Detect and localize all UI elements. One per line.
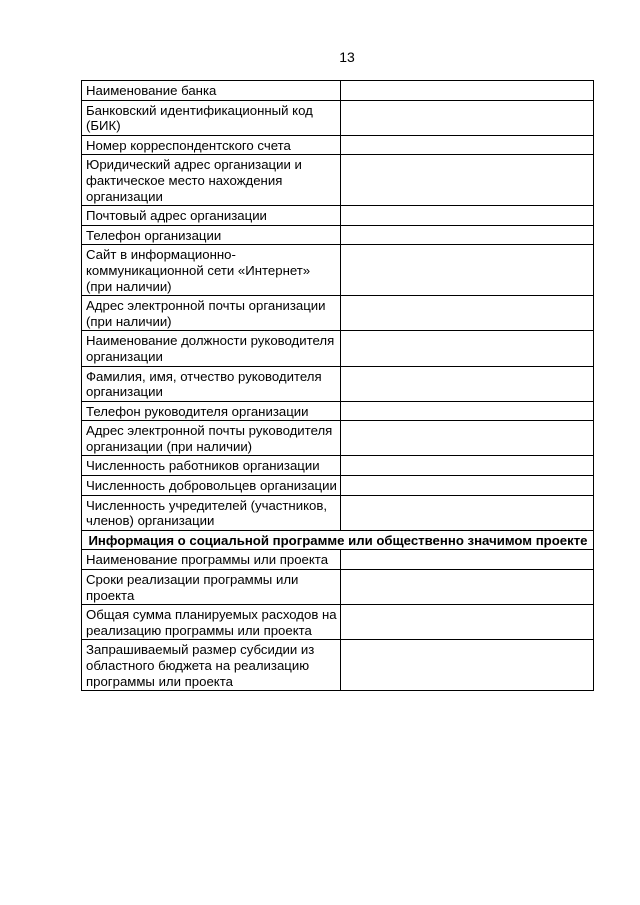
field-value-cell (341, 245, 594, 296)
table-row (82, 135, 594, 155)
field-label: Фамилия, имя, отчество руководителя организации (82, 366, 341, 401)
table-row (82, 100, 594, 135)
field-value-cell (341, 225, 594, 245)
field-value-cell (341, 476, 594, 496)
field-value-cell (341, 296, 594, 331)
table-row (82, 421, 594, 456)
table-row (82, 456, 594, 476)
field-value-cell (341, 421, 594, 456)
field-label: Номер корреспондентского счета (82, 135, 341, 155)
field-label: Наименование банка (82, 81, 341, 101)
section-header-row (82, 530, 594, 550)
field-value-cell (341, 206, 594, 226)
field-label: Численность добровольцев организации (82, 476, 341, 496)
field-label: Адрес электронной почты организации (при наличии) (82, 296, 341, 331)
table-row (82, 366, 594, 401)
table-row (82, 550, 594, 570)
field-value-cell (341, 605, 594, 640)
table-row (82, 225, 594, 245)
field-value-cell (341, 331, 594, 366)
table-row (82, 605, 594, 640)
page-number: 13 (339, 49, 355, 65)
field-value-cell (341, 135, 594, 155)
field-value-cell (341, 570, 594, 605)
field-value-cell (341, 456, 594, 476)
field-value-cell (341, 495, 594, 530)
field-label: Сроки реализации программы или проекта (82, 570, 341, 605)
field-value-cell (341, 401, 594, 421)
field-label: Наименование программы или проекта (82, 550, 341, 570)
application-form-table (81, 80, 594, 691)
field-label: Почтовый адрес организации (82, 206, 341, 226)
table-row (82, 495, 594, 530)
field-label: Численность работников организации (82, 456, 341, 476)
table-row (82, 81, 594, 101)
field-value-cell (341, 366, 594, 401)
field-value-cell (341, 81, 594, 101)
field-value-cell (341, 155, 594, 206)
field-label: Телефон руководителя организации (82, 401, 341, 421)
table-row (82, 206, 594, 226)
table-row (82, 296, 594, 331)
table-row (82, 570, 594, 605)
field-label: Юридический адрес организации и фактическое место нахождения организации (82, 155, 341, 206)
field-value-cell (341, 640, 594, 691)
table-row (82, 640, 594, 691)
table-row (82, 155, 594, 206)
table-row (82, 401, 594, 421)
field-label: Численность учредителей (участников, членов) организации (82, 495, 341, 530)
table-row (82, 245, 594, 296)
field-label: Адрес электронной почты руководителя организации (при наличии) (82, 421, 341, 456)
field-label: Сайт в информационно-коммуникационной сети «Интернет» (при наличии) (82, 245, 341, 296)
table-row (82, 331, 594, 366)
field-label: Запрашиваемый размер субсидии из областного бюджета на реализацию программы или проекта (82, 640, 341, 691)
section-title: Информация о социальной программе или общественно значимом проекте (82, 530, 594, 550)
field-value-cell (341, 550, 594, 570)
field-value-cell (341, 100, 594, 135)
table-row (82, 476, 594, 496)
field-label: Банковский идентификационный код (БИК) (82, 100, 341, 135)
field-label: Телефон организации (82, 225, 341, 245)
field-label: Наименование должности руководителя организации (82, 331, 341, 366)
field-label: Общая сумма планируемых расходов на реализацию программы или проекта (82, 605, 341, 640)
